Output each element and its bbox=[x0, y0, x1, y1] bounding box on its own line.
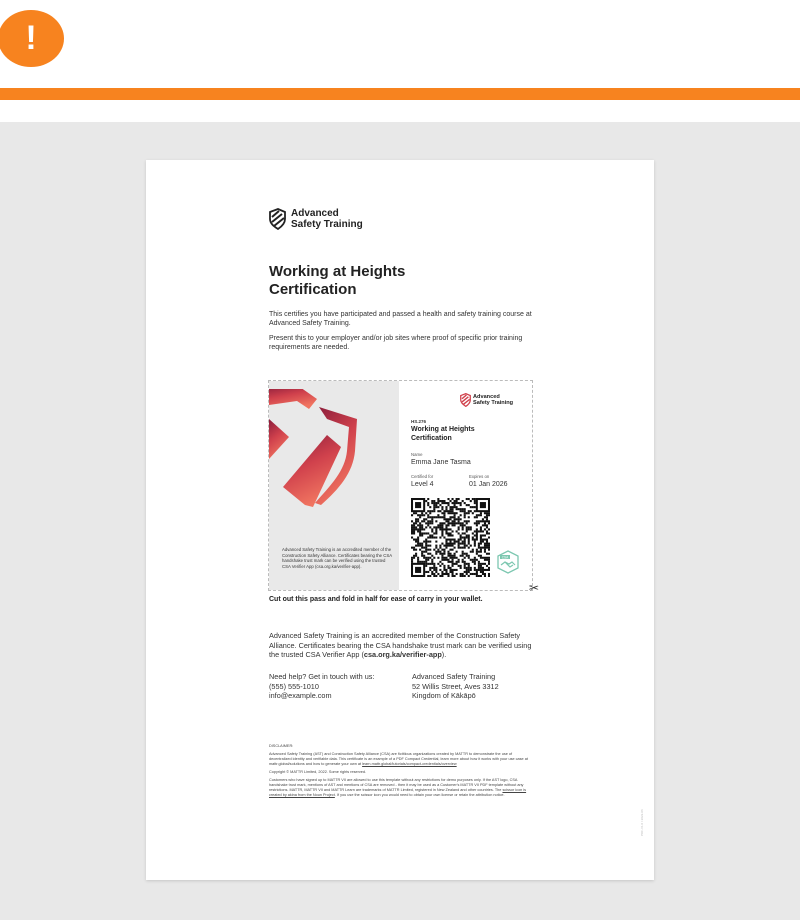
page-title: Working at Heights Certification bbox=[269, 263, 406, 298]
shield-logo-icon bbox=[460, 393, 471, 407]
pass-brand-logo: Advanced Safety Training bbox=[460, 393, 513, 407]
exclamation-icon: ! bbox=[0, 10, 64, 67]
address-block: Advanced Safety Training 52 Willis Street, Aves 3312 Kingdom of Kākāpō bbox=[412, 672, 499, 700]
pass-accreditation-text: Advanced Safety Training is an accredited member of the Construction Safety Alliance. Certificates bearing the CSA handshake trust mark can be verified using the trusted CSA Verifier App (csa.org.ka/verifier-app). bbox=[282, 547, 392, 569]
alert-header bbox=[0, 0, 800, 122]
attribution-link[interactable]: scissor icon is created by akina from the Noun Project bbox=[269, 788, 527, 797]
pass-back bbox=[269, 381, 399, 590]
qr-code bbox=[411, 498, 490, 577]
brand-logo bbox=[269, 208, 363, 230]
pass-front bbox=[400, 381, 532, 590]
svg-text:CSA: CSA bbox=[501, 555, 509, 560]
disclaimer: DISCLAIMER: Advanced Safety Training (AST) and Construction Safety Alliance (CSA) are fictitious organizations created by MATTR to demonstrate the use of decentralized identity and verifiable data. This certificate is an example of a PDF Compact Credential, learn more about how it works with your use case at mattr.global/solutions and how to generate your own at learn.mattr.global/tutorials/compact-credentials/overview Copyright © MATTR Limited, 2022. Some rights reserved. Customers who have signed up to MATTR VII are allowed to use this template without any restrictions for demo purposes only. If the AST logo, CSA handshake trust mark, mentions of AST and mentions of CSA are removed - then it may be used as a Customer's MATTR VII PDF template without any restrictions. MATTR, MATTR VII and MATTR Learn are trademarks of MATTR Limited, registered in New Zealand and other countries. The scissor icon is created by akina from the Noun Project. If you use the scissor icon you would need to obtain your own license or retain the attribution notice. bbox=[269, 744, 528, 797]
certified-level: Level 4 bbox=[411, 481, 434, 488]
holder-name: Emma Jane Tasma bbox=[411, 459, 471, 466]
expiry-date: 01 Jan 2026 bbox=[469, 481, 508, 488]
accreditation-text: Advanced Safety Training is an accredited member of the Construction Safety Alliance. Certificates bearing the CSA handshake trust mark can be verified using the trusted CSA Verifier App (csa.org.ka/verifier-app). bbox=[269, 631, 532, 659]
scissors-icon: ✂ bbox=[529, 581, 540, 595]
brand-name: Advanced Safety Training bbox=[291, 208, 363, 230]
course-code: HS.276 bbox=[411, 419, 427, 424]
intro-text-2: Present this to your employer and/or job sites where proof of specific prior training requirements are needed. bbox=[269, 335, 523, 351]
tutorial-link[interactable]: learn.mattr.global/tutorials/compact-credentials/overview bbox=[362, 762, 457, 766]
help-contact: Need help? Get in touch with us: (555) 555-1010 info@example.com bbox=[269, 672, 375, 700]
wallet-pass bbox=[268, 380, 533, 591]
shield-graphic-icon bbox=[269, 389, 361, 507]
intro-text: This certifies you have participated and passed a health and safety training course at Advanced Safety Training. bbox=[269, 311, 532, 327]
shield-logo-icon bbox=[269, 208, 286, 230]
expires-label: Expires on bbox=[469, 474, 490, 479]
pass-title: Working at Heights Certification bbox=[411, 426, 475, 442]
certified-label: Certified for bbox=[411, 474, 434, 479]
certificate-page bbox=[146, 160, 654, 880]
version-note: PDF-V1.0 / 2022-06 bbox=[640, 809, 644, 836]
name-label: Name bbox=[411, 452, 423, 457]
csa-handshake-icon bbox=[497, 550, 519, 574]
alert-divider bbox=[0, 88, 800, 100]
cut-instruction: Cut out this pass and fold in half for ease of carry in your wallet. bbox=[269, 596, 483, 603]
